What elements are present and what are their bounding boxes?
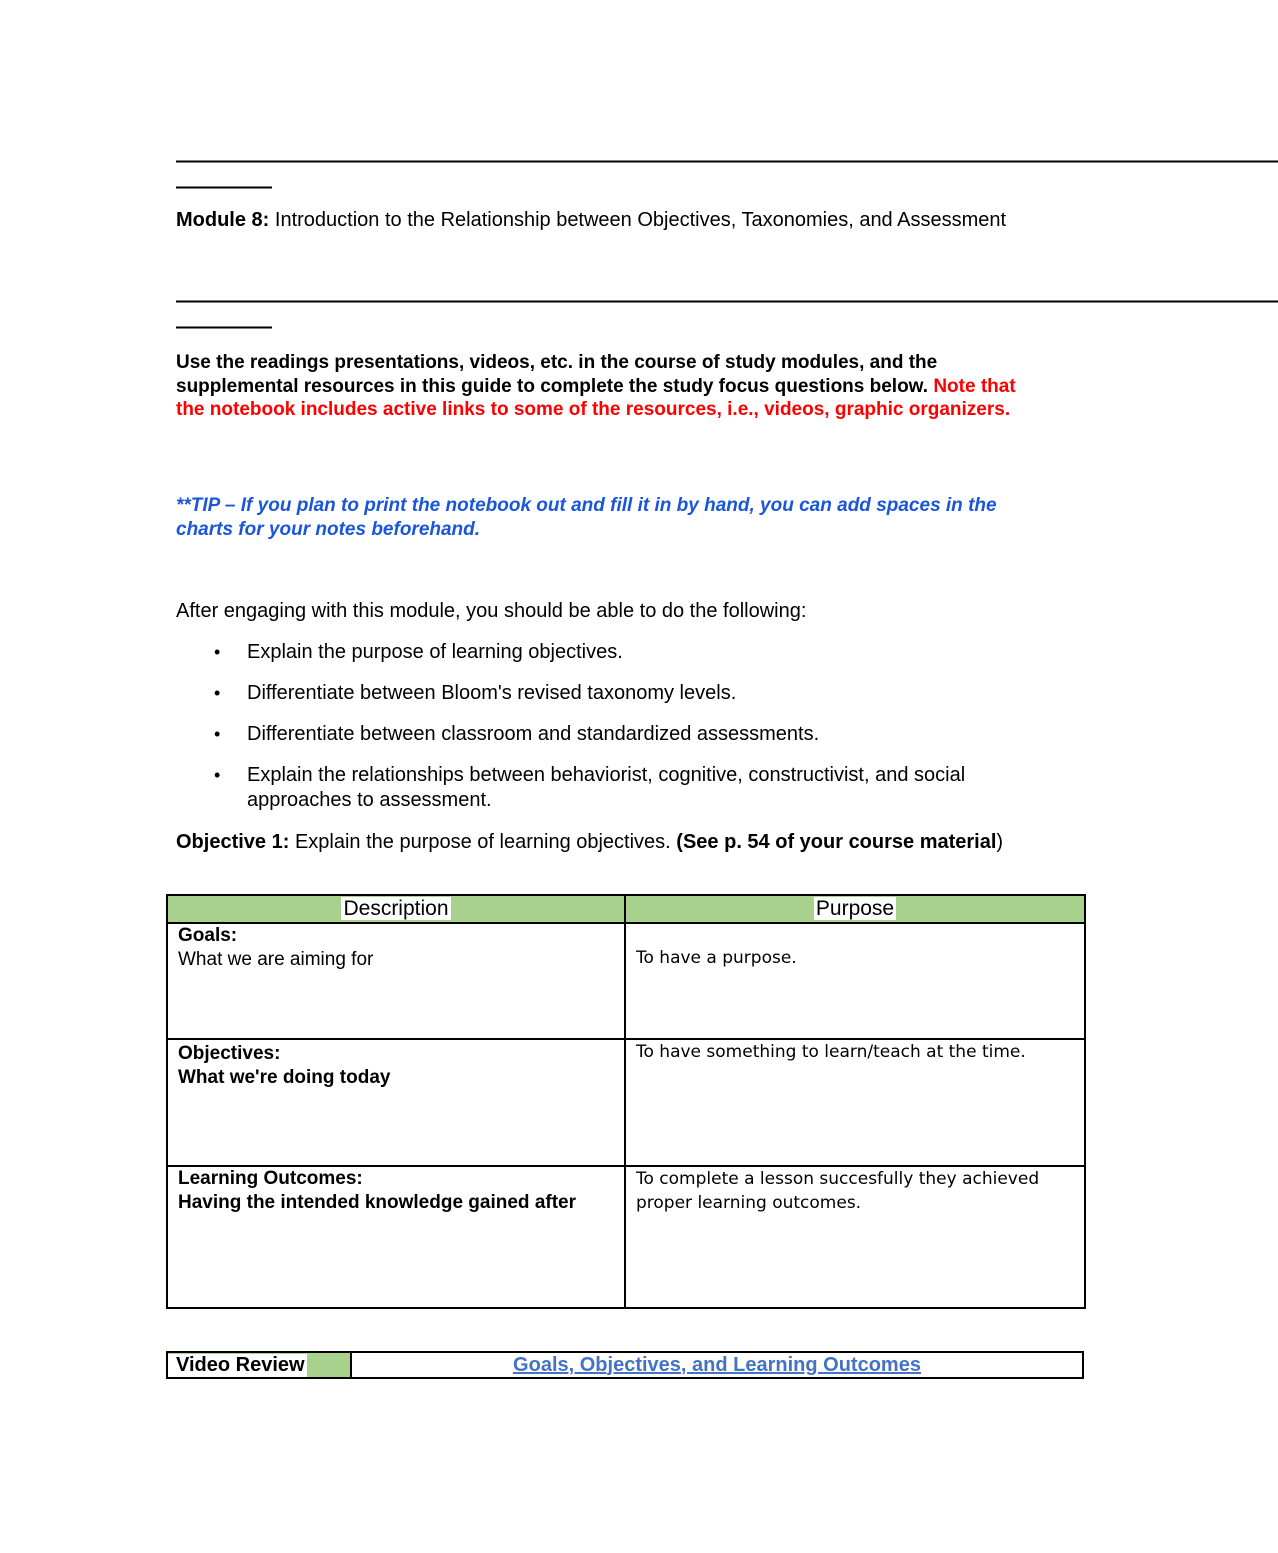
description-cell[interactable] bbox=[167, 923, 625, 1039]
intro-text: After engaging with this module, you should be able to do the following: bbox=[176, 600, 807, 622]
objective-text: Explain the purpose of learning objectives. bbox=[289, 831, 677, 853]
table-header-row bbox=[167, 895, 1085, 923]
row-label: Goals: bbox=[178, 925, 238, 946]
bullet-icon: • bbox=[214, 724, 221, 744]
bullet-icon: • bbox=[214, 683, 221, 703]
row-description: What we're doing today bbox=[178, 1067, 391, 1088]
instructions-main: Use the readings presentations, videos, etc. in the course of study modules, and the supplemental resources in this guide to complete the study focus questions below. bbox=[176, 352, 938, 397]
column-header-description: Description bbox=[167, 895, 625, 923]
row-purpose: To complete a lesson succesfully they achieved proper learning outcomes. bbox=[636, 1169, 1040, 1213]
list-item: • Differentiate between Bloom's revised taxonomy levels. bbox=[214, 682, 737, 704]
row-purpose: To have something to learn/teach at the time. bbox=[636, 1042, 1026, 1062]
module-label: Module 8: bbox=[176, 209, 270, 231]
separator-line-tail: ————— bbox=[176, 316, 271, 338]
table-row bbox=[167, 1039, 1085, 1166]
list-item: • Explain the relationships between behaviorist, cognitive, constructivist, and social approaches to assessment. bbox=[214, 764, 966, 811]
row-description: What we are aiming for bbox=[178, 949, 374, 970]
list-item: • Differentiate between classroom and standardized assessments. bbox=[214, 723, 820, 745]
separator-line-tail: ————— bbox=[176, 176, 271, 198]
video-review-label-cell bbox=[167, 1352, 351, 1378]
objective-heading: Objective 1: Explain the purpose of learning objectives. (See p. 54 of your course material) bbox=[176, 831, 1004, 853]
separator-line: —————————————————————————————————————————————————————————— bbox=[176, 150, 1278, 172]
video-link-cell bbox=[351, 1352, 1083, 1378]
bullet-icon: • bbox=[214, 765, 221, 785]
objective-reference: (See p. 54 of your course material bbox=[676, 831, 997, 853]
purpose-cell[interactable] bbox=[625, 923, 1085, 1039]
instructions-note: Note that the notebook includes active links to some of the resources, i.e., videos, graphic organizers. bbox=[176, 375, 1016, 420]
description-cell[interactable] bbox=[167, 1166, 625, 1308]
video-review-label: Video Review bbox=[168, 1354, 307, 1377]
row-label: Objectives: bbox=[178, 1043, 281, 1064]
table-row bbox=[167, 1352, 1083, 1378]
tip-text: **TIP – If you plan to print the notebook out and fill it in by hand, you can add spaces in the charts for your notes beforehand. bbox=[176, 495, 997, 540]
description-cell[interactable] bbox=[167, 1039, 625, 1166]
table-row bbox=[167, 1166, 1085, 1308]
objective-label: Objective 1: bbox=[176, 831, 290, 853]
purpose-cell[interactable] bbox=[625, 1166, 1085, 1308]
video-review-table bbox=[166, 1351, 1084, 1379]
row-purpose: To have a purpose. bbox=[636, 948, 797, 968]
row-label: Learning Outcomes: bbox=[178, 1168, 363, 1189]
separator-line: —————————————————————————————————————————————————————————— bbox=[176, 290, 1278, 312]
module-title: Introduction to the Relationship between Objectives, Taxonomies, and Assessment bbox=[269, 209, 1007, 231]
purpose-cell[interactable] bbox=[625, 1039, 1085, 1166]
instructions bbox=[176, 351, 1036, 422]
list-item: • Explain the purpose of learning objectives. bbox=[214, 641, 623, 663]
bullet-icon: • bbox=[214, 642, 221, 662]
module-heading bbox=[176, 208, 1036, 233]
objectives-table bbox=[166, 894, 1086, 1309]
objectives-list bbox=[176, 640, 1036, 829]
table-row bbox=[167, 923, 1085, 1039]
column-header-purpose: Purpose bbox=[625, 895, 1085, 923]
row-description: Having the intended knowledge gained after bbox=[178, 1192, 576, 1213]
video-link[interactable]: Goals, Objectives, and Learning Outcomes bbox=[513, 1353, 921, 1376]
